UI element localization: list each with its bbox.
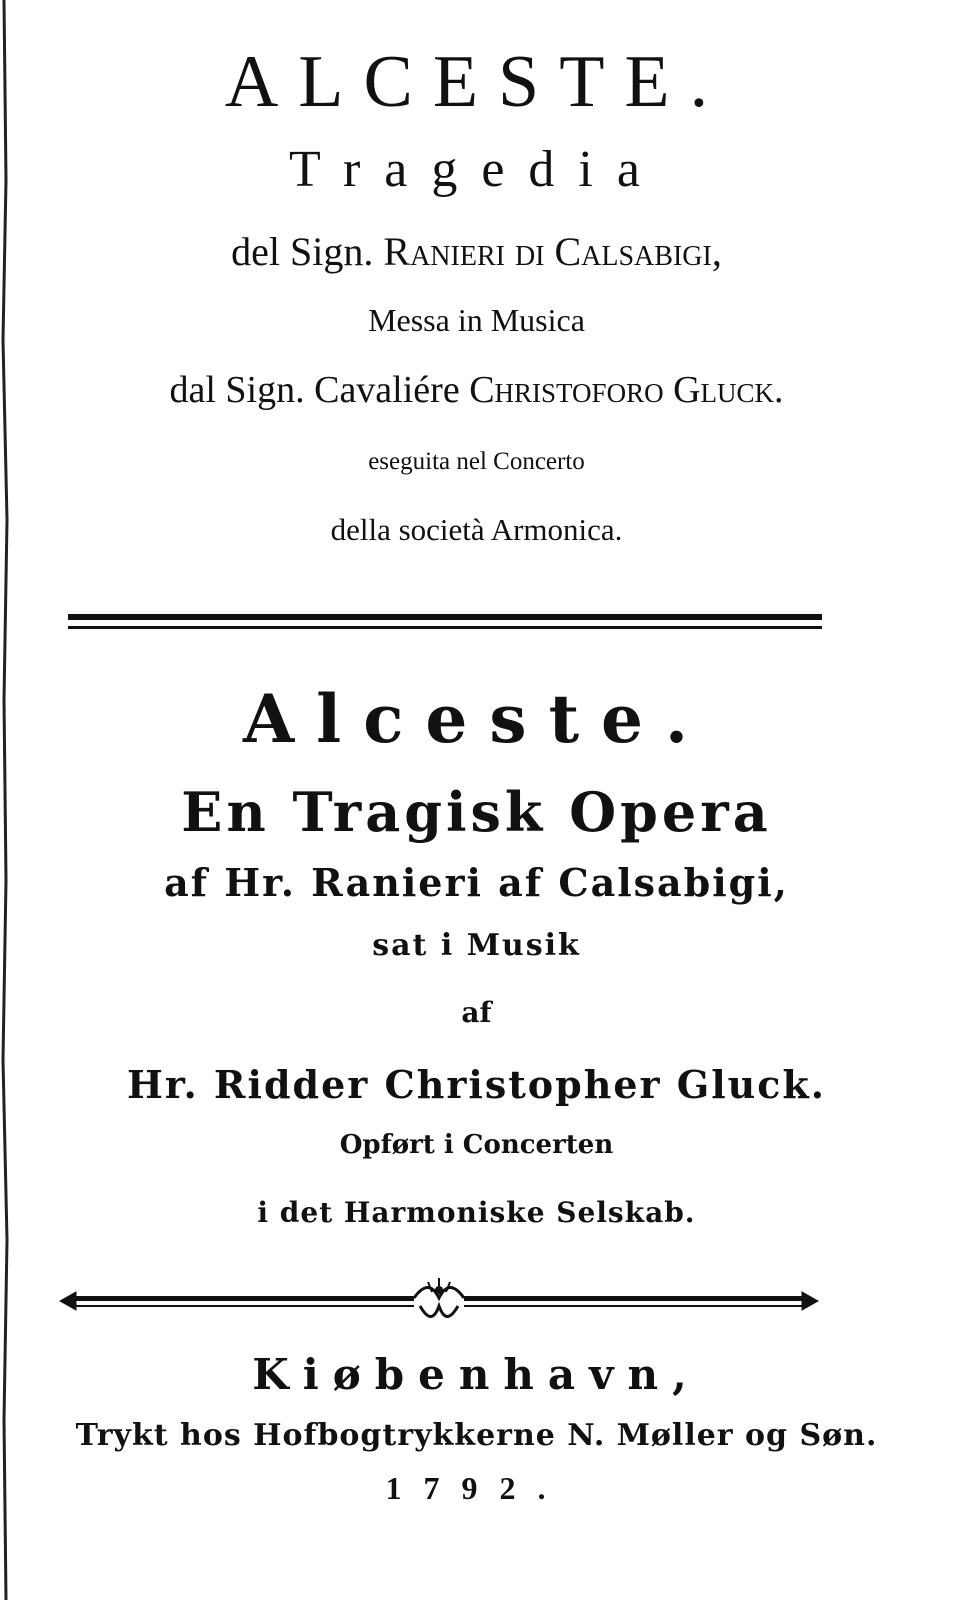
imprint-printer: Trykt hos Hofbogtrykkerne N. Møller og Søn. — [75, 1418, 878, 1453]
italian-performance-line-2: della società Armonica. — [330, 512, 623, 547]
italian-composer-name: Christoforo Gluck. — [469, 369, 784, 411]
danish-title: Alceste. — [242, 680, 711, 758]
italian-title: ALCESTE. — [224, 41, 729, 123]
danish-af: af — [461, 996, 492, 1029]
danish-performance-line-1: Opført i Concerten — [339, 1130, 614, 1160]
danish-performance-line-2: i det Harmoniske Selskab. — [257, 1196, 696, 1229]
divider-rule-thin — [68, 626, 822, 629]
italian-author-line — [0, 228, 953, 275]
italian-composer-line — [0, 368, 953, 412]
danish-musik: sat i Musik — [372, 928, 581, 963]
imprint-city: Kiøbenhavn, — [252, 1350, 701, 1399]
italian-composer-prefix: dal Sign. Cavaliére — [169, 369, 460, 411]
danish-composer: Hr. Ridder Christopher Gluck. — [127, 1062, 826, 1107]
italian-author-prefix: del Sign. — [231, 229, 374, 274]
italian-subtitle: Tragedia — [289, 141, 664, 198]
italian-performance-line-1: eseguita nel Concerto — [368, 448, 585, 475]
ornamental-divider — [58, 1276, 820, 1326]
imprint-year: 1792. — [385, 1470, 568, 1506]
divider-rule-thick — [68, 614, 822, 620]
danish-author: af Hr. Ranieri af Calsabigi, — [164, 860, 789, 905]
italian-musica: Messa in Musica — [368, 302, 585, 338]
danish-subtitle: En Tragisk Opera — [181, 780, 772, 844]
italian-author-name: Ranieri di Calsabigi, — [383, 229, 722, 274]
